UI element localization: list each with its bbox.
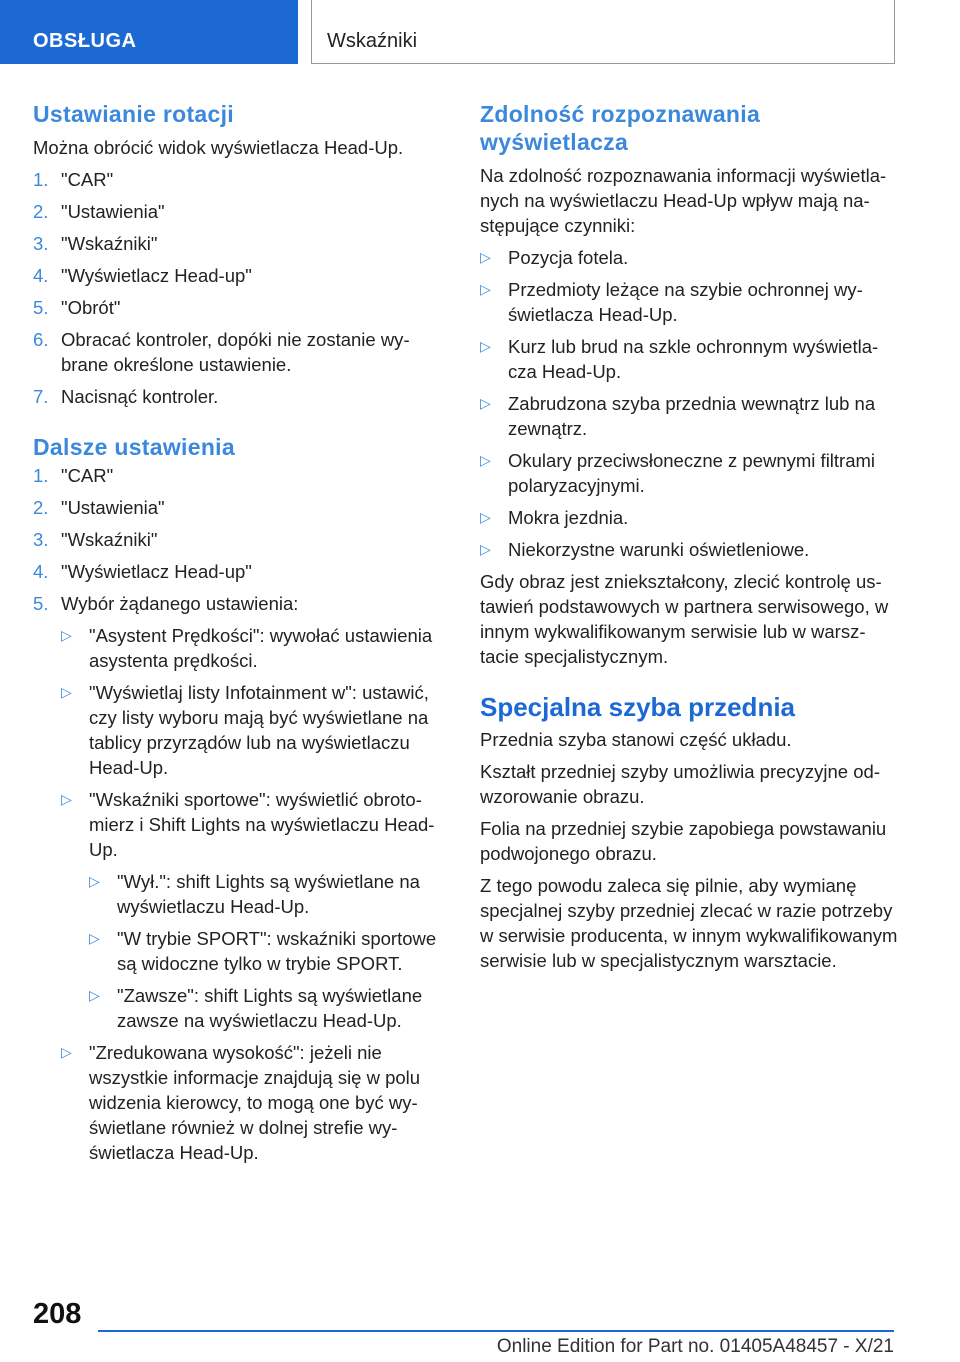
list-item xyxy=(33,527,448,552)
page-number: 208 xyxy=(33,1298,82,1330)
visibility-outro: Gdy obraz jest zniekształcony, zlecić kontrolę ustawień podstawowych w partnera serwisowego, w innym wykwalifikowanym serwisie lub w warsztacie specjalistycznym. xyxy=(480,571,889,667)
list-item xyxy=(89,869,448,919)
step-text: "CAR" xyxy=(61,169,114,190)
step-text: "CAR" xyxy=(61,465,114,486)
triangle-bullet-icon: ▷ xyxy=(61,684,72,700)
option-text: "Wskaźniki sportowe": wyświetlić obrotomierz i Shift Lights na wyświetlaczu Head-Up. xyxy=(89,789,435,860)
option-text: "Asystent Prędkości": wywołać ustawienia asystenta prędkości. xyxy=(89,625,433,671)
rotation-intro: Można obrócić widok wyświetlacza Head-Up. xyxy=(33,137,404,158)
step-number: 2. xyxy=(33,201,49,222)
step-text: "Ustawienia" xyxy=(61,201,165,222)
windshield-paragraph: Kształt przedniej szyby umożliwia precyzyjne odwzorowanie obrazu. xyxy=(480,761,880,807)
triangle-bullet-icon: ▷ xyxy=(480,249,491,265)
list-item xyxy=(480,448,898,498)
step-number: 7. xyxy=(33,386,49,407)
triangle-bullet-icon: ▷ xyxy=(61,627,72,643)
step-number: 3. xyxy=(33,233,49,254)
triangle-bullet-icon: ▷ xyxy=(61,791,72,807)
sport-suboptions-list xyxy=(89,869,448,1033)
list-item xyxy=(33,199,448,224)
suboption-text: "Zawsze": shift Lights są wyświetlane zawsze na wyświetlaczu Head-Up. xyxy=(117,985,423,1031)
list-item xyxy=(480,334,898,384)
list-item xyxy=(33,463,448,488)
list-item xyxy=(33,167,448,192)
list-item xyxy=(33,591,448,1165)
windshield-paragraph: Z tego powodu zaleca się pilnie, aby wymianę specjalnej szyby przedniej zlecać w razie potrzeby w serwisie producenta, w innym wykwalifikowanym serwisie lub w specjalistycznym warsztacie. xyxy=(480,875,898,971)
left-column xyxy=(33,100,448,1165)
step-number: 4. xyxy=(33,265,49,286)
triangle-bullet-icon: ▷ xyxy=(480,509,491,525)
list-item xyxy=(480,391,898,441)
list-item xyxy=(61,680,448,780)
factor-text: Kurz lub brud na szkle ochronnym wyświetlacza Head-Up. xyxy=(508,336,879,382)
factor-text: Zabrudzona szyba przednia wewnątrz lub na zewnątrz. xyxy=(508,393,876,439)
section-tab: OBSŁUGA xyxy=(0,0,298,64)
list-item xyxy=(480,277,898,327)
step-text: Obracać kontroler, dopóki nie zostanie wybrane określone ustawienie. xyxy=(61,329,410,375)
windshield-paragraph: Folia na przedniej szybie zapobiega powstawaniu podwojonego obrazu. xyxy=(480,818,887,864)
step-text: Wybór żądanego ustawienia: xyxy=(61,593,299,614)
step-number: 3. xyxy=(33,529,49,550)
visibility-intro: Na zdolność rozpoznawania informacji wyświetlanych na wyświetlaczu Head-Up wpływ mają następujące czynniki: xyxy=(480,165,887,236)
step-number: 5. xyxy=(33,297,49,318)
step-number: 5. xyxy=(33,593,49,614)
list-item xyxy=(33,295,448,320)
step-text: Nacisnąć kontroler. xyxy=(61,386,219,407)
step-number: 4. xyxy=(33,561,49,582)
step-number: 6. xyxy=(33,329,49,350)
right-column xyxy=(480,100,898,973)
visibility-factors xyxy=(480,245,898,562)
triangle-bullet-icon: ▷ xyxy=(89,873,100,889)
list-item xyxy=(33,559,448,584)
triangle-bullet-icon: ▷ xyxy=(89,987,100,1003)
factor-text: Niekorzystne warunki oświetleniowe. xyxy=(508,539,810,560)
step-text: "Wyświetlacz Head-up" xyxy=(61,265,252,286)
heading-special-windshield: Specjalna szyba przednia xyxy=(480,692,796,722)
step-number: 2. xyxy=(33,497,49,518)
suboption-text: "W trybie SPORT": wskaźniki sportowe są widoczne tylko w trybie SPORT. xyxy=(117,928,437,974)
page-header xyxy=(0,0,960,66)
factor-text: Pozycja fotela. xyxy=(508,247,629,268)
factor-text: Okulary przeciwsłoneczne z pewnymi filtrami polaryzacyjnymi. xyxy=(508,450,876,496)
triangle-bullet-icon: ▷ xyxy=(480,338,491,354)
step-number: 1. xyxy=(33,169,49,190)
triangle-bullet-icon: ▷ xyxy=(480,452,491,468)
list-item xyxy=(480,537,898,562)
chapter-title: Wskaźniki xyxy=(311,0,895,64)
factor-text: Mokra jezdnia. xyxy=(508,507,629,528)
heading-visibility: Zdolność rozpoznawania wyświetlacza xyxy=(480,101,761,155)
rotation-steps xyxy=(33,167,448,409)
heading-rotation: Ustawianie rotacji xyxy=(33,101,234,127)
list-item xyxy=(480,245,898,270)
list-item xyxy=(480,505,898,530)
option-text: "Zredukowana wysokość": jeżeli nie wszystkie informacje znajdują się w polu widzenia kierowcy, to mogą one być wyświetlane również w dolnej strefie wyświetlacza Head-Up. xyxy=(89,1042,421,1163)
list-item xyxy=(33,263,448,288)
footer-edition: Online Edition for Part no. 01405A48457 - X/21 xyxy=(496,1336,894,1357)
factor-text: Przedmioty leżące na szybie ochronnej wyświetlacza Head-Up. xyxy=(508,279,863,325)
step-number: 1. xyxy=(33,465,49,486)
list-item xyxy=(33,495,448,520)
triangle-bullet-icon: ▷ xyxy=(480,541,491,557)
step-text: "Wskaźniki" xyxy=(61,233,158,254)
list-item xyxy=(61,787,448,1033)
heading-more-settings: Dalsze ustawienia xyxy=(33,434,235,460)
triangle-bullet-icon: ▷ xyxy=(89,930,100,946)
triangle-bullet-icon: ▷ xyxy=(480,395,491,411)
option-text: "Wyświetlaj listy Infotainment w": ustawić, czy listy wyboru mają być wyświetlane na tablicy przyrządów lub na wyświetlaczu Head-Up. xyxy=(89,682,429,778)
footer-divider xyxy=(98,1330,894,1332)
step-text: "Wskaźniki" xyxy=(61,529,158,550)
list-item xyxy=(33,384,448,409)
step-text: "Ustawienia" xyxy=(61,497,165,518)
list-item xyxy=(33,231,448,256)
triangle-bullet-icon: ▷ xyxy=(61,1044,72,1060)
step-text: "Wyświetlacz Head-up" xyxy=(61,561,252,582)
suboption-text: "Wył.": shift Lights są wyświetlane na wyświetlaczu Head-Up. xyxy=(117,871,420,917)
list-item xyxy=(33,327,448,377)
triangle-bullet-icon: ▷ xyxy=(480,281,491,297)
options-list xyxy=(61,623,448,1165)
windshield-paragraph: Przednia szyba stanowi część układu. xyxy=(480,729,792,750)
more-settings-steps xyxy=(33,463,448,1165)
list-item xyxy=(89,926,448,976)
step-text: "Obrót" xyxy=(61,297,121,318)
list-item xyxy=(61,623,448,673)
list-item xyxy=(61,1040,448,1165)
list-item xyxy=(89,983,448,1033)
